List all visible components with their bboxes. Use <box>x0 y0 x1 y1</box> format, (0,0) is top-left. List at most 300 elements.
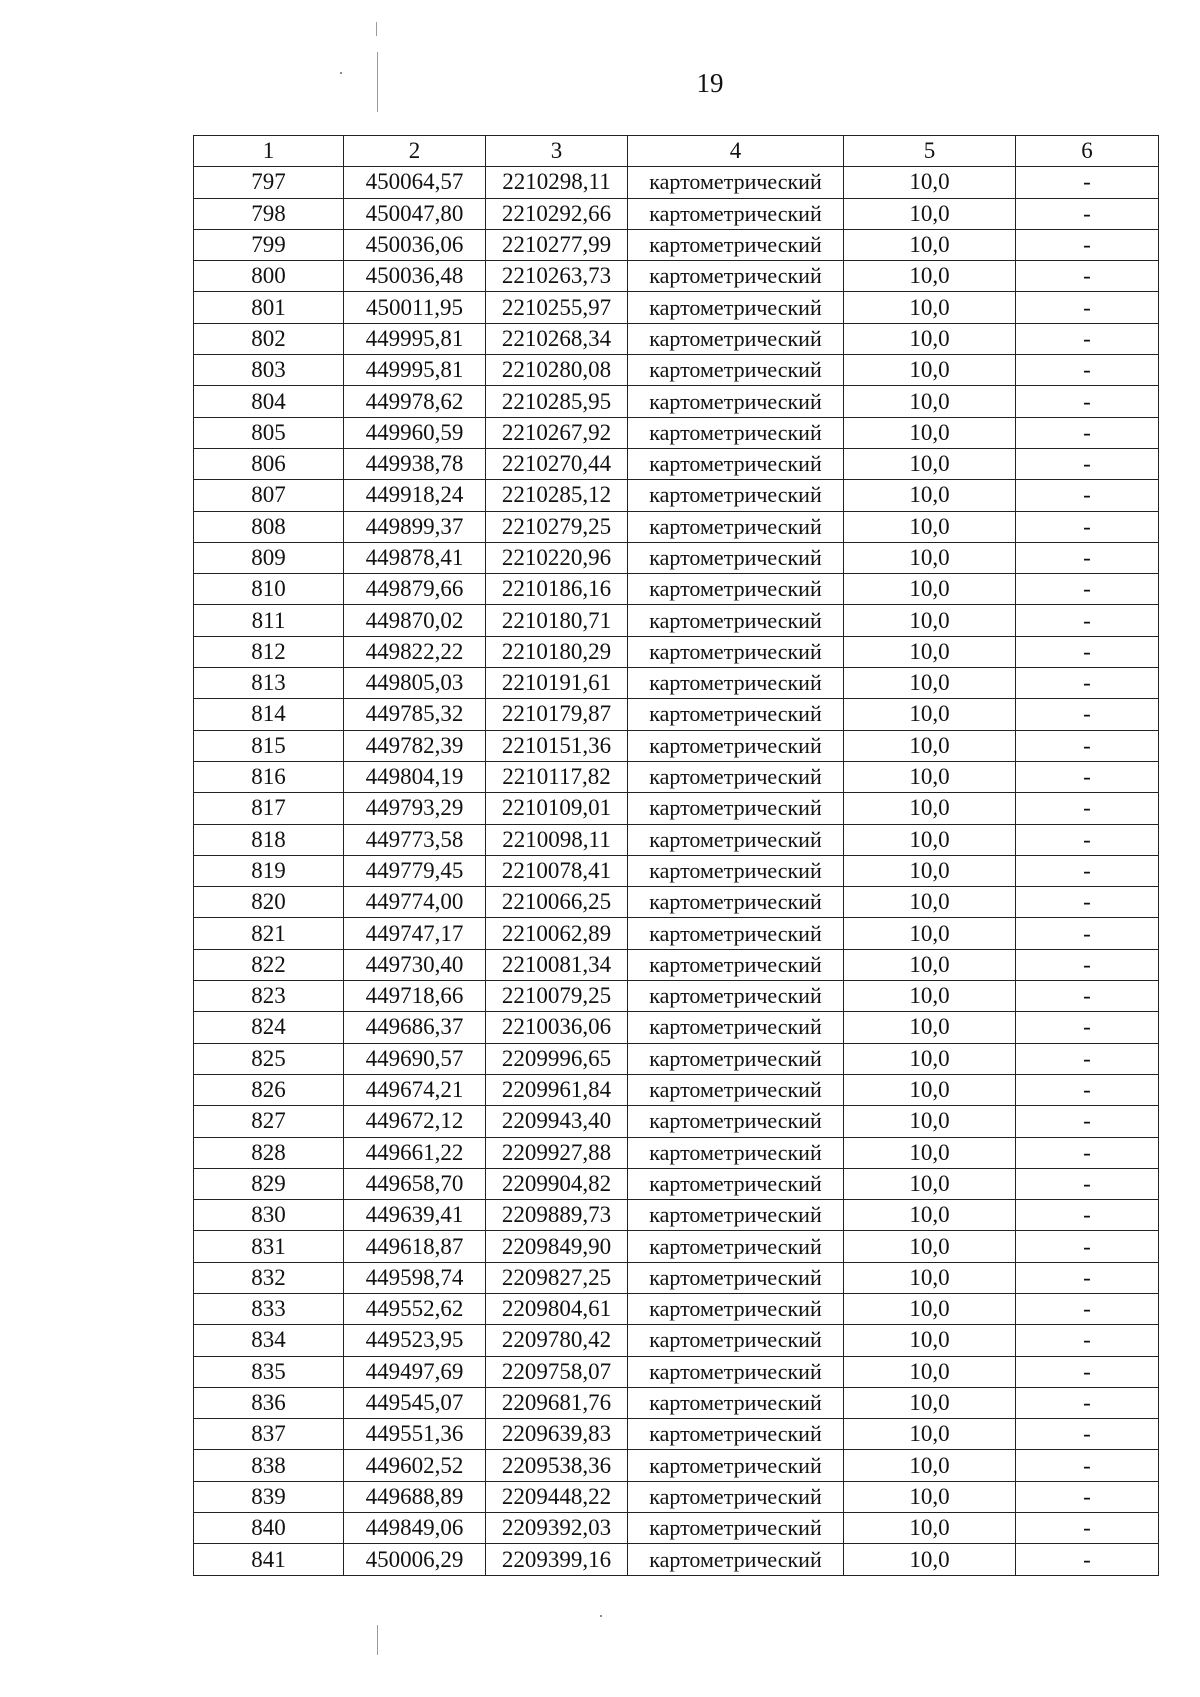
accuracy-cell: 10,0 <box>844 1231 1016 1262</box>
x-coordinate-cell: 449730,40 <box>344 949 486 980</box>
method-cell: картометрический <box>628 855 844 886</box>
table-row <box>194 887 1159 918</box>
y-coordinate-cell: 2209943,40 <box>486 1106 628 1137</box>
point-number-cell: 838 <box>194 1450 344 1481</box>
accuracy-cell: 10,0 <box>844 1293 1016 1324</box>
accuracy-cell: 10,0 <box>844 417 1016 448</box>
x-coordinate-cell: 449690,57 <box>344 1043 486 1074</box>
accuracy-cell: 10,0 <box>844 1387 1016 1418</box>
x-coordinate-cell: 449782,39 <box>344 730 486 761</box>
x-coordinate-cell: 449686,37 <box>344 1012 486 1043</box>
x-coordinate-cell: 449497,69 <box>344 1356 486 1387</box>
table-row <box>194 292 1159 323</box>
column-header: 5 <box>844 136 1016 167</box>
method-cell: картометрический <box>628 292 844 323</box>
y-coordinate-cell: 2210151,36 <box>486 730 628 761</box>
y-coordinate-cell: 2210036,06 <box>486 1012 628 1043</box>
point-number-cell: 828 <box>194 1137 344 1168</box>
y-coordinate-cell: 2210280,08 <box>486 355 628 386</box>
point-number-cell: 812 <box>194 636 344 667</box>
point-number-cell: 831 <box>194 1231 344 1262</box>
note-cell: - <box>1016 1293 1159 1324</box>
note-cell: - <box>1016 261 1159 292</box>
note-cell: - <box>1016 1137 1159 1168</box>
table-row <box>194 511 1159 542</box>
note-cell: - <box>1016 761 1159 792</box>
method-cell: картометрический <box>628 605 844 636</box>
point-number-cell: 798 <box>194 198 344 229</box>
table-row <box>194 480 1159 511</box>
note-cell: - <box>1016 1231 1159 1262</box>
accuracy-cell: 10,0 <box>844 824 1016 855</box>
y-coordinate-cell: 2210277,99 <box>486 229 628 260</box>
note-cell: - <box>1016 417 1159 448</box>
y-coordinate-cell: 2209927,88 <box>486 1137 628 1168</box>
table-row <box>194 1106 1159 1137</box>
accuracy-cell: 10,0 <box>844 761 1016 792</box>
note-cell: - <box>1016 824 1159 855</box>
y-coordinate-cell: 2210180,71 <box>486 605 628 636</box>
accuracy-cell: 10,0 <box>844 480 1016 511</box>
note-cell: - <box>1016 1325 1159 1356</box>
method-cell: картометрический <box>628 261 844 292</box>
method-cell: картометрический <box>628 198 844 229</box>
x-coordinate-cell: 449995,81 <box>344 355 486 386</box>
accuracy-cell: 10,0 <box>844 1450 1016 1481</box>
table-row <box>194 198 1159 229</box>
method-cell: картометрический <box>628 1481 844 1512</box>
y-coordinate-cell: 2210268,34 <box>486 323 628 354</box>
x-coordinate-cell: 449879,66 <box>344 574 486 605</box>
note-cell: - <box>1016 448 1159 479</box>
method-cell: картометрический <box>628 167 844 198</box>
point-number-cell: 833 <box>194 1293 344 1324</box>
accuracy-cell: 10,0 <box>844 448 1016 479</box>
accuracy-cell: 10,0 <box>844 1356 1016 1387</box>
column-header: 1 <box>194 136 344 167</box>
table-row <box>194 699 1159 730</box>
y-coordinate-cell: 2209849,90 <box>486 1231 628 1262</box>
y-coordinate-cell: 2209961,84 <box>486 1074 628 1105</box>
point-number-cell: 801 <box>194 292 344 323</box>
point-number-cell: 814 <box>194 699 344 730</box>
x-coordinate-cell: 449918,24 <box>344 480 486 511</box>
method-cell: картометрический <box>628 323 844 354</box>
table-row <box>194 918 1159 949</box>
table-row <box>194 1544 1159 1575</box>
point-number-cell: 802 <box>194 323 344 354</box>
note-cell: - <box>1016 1419 1159 1450</box>
table-row <box>194 855 1159 886</box>
y-coordinate-cell: 2209804,61 <box>486 1293 628 1324</box>
accuracy-cell: 10,0 <box>844 574 1016 605</box>
point-number-cell: 805 <box>194 417 344 448</box>
y-coordinate-cell: 2210292,66 <box>486 198 628 229</box>
accuracy-cell: 10,0 <box>844 981 1016 1012</box>
point-number-cell: 824 <box>194 1012 344 1043</box>
note-cell: - <box>1016 1481 1159 1512</box>
table-row <box>194 1419 1159 1450</box>
note-cell: - <box>1016 855 1159 886</box>
note-cell: - <box>1016 1387 1159 1418</box>
table-row <box>194 229 1159 260</box>
point-number-cell: 832 <box>194 1262 344 1293</box>
note-cell: - <box>1016 1106 1159 1137</box>
method-cell: картометрический <box>628 1356 844 1387</box>
x-coordinate-cell: 450036,48 <box>344 261 486 292</box>
y-coordinate-cell: 2210180,29 <box>486 636 628 667</box>
method-cell: картометрический <box>628 668 844 699</box>
accuracy-cell: 10,0 <box>844 386 1016 417</box>
accuracy-cell: 10,0 <box>844 1419 1016 1450</box>
table-row <box>194 793 1159 824</box>
method-cell: картометрический <box>628 417 844 448</box>
accuracy-cell: 10,0 <box>844 730 1016 761</box>
accuracy-cell: 10,0 <box>844 1544 1016 1575</box>
point-number-cell: 826 <box>194 1074 344 1105</box>
method-cell: картометрический <box>628 1419 844 1450</box>
method-cell: картометрический <box>628 574 844 605</box>
point-number-cell: 835 <box>194 1356 344 1387</box>
note-cell: - <box>1016 167 1159 198</box>
point-number-cell: 807 <box>194 480 344 511</box>
table-row <box>194 323 1159 354</box>
x-coordinate-cell: 449661,22 <box>344 1137 486 1168</box>
note-cell: - <box>1016 887 1159 918</box>
page-number: 19 <box>696 68 724 98</box>
accuracy-cell: 10,0 <box>844 1262 1016 1293</box>
point-number-cell: 811 <box>194 605 344 636</box>
table-row <box>194 668 1159 699</box>
method-cell: картометрический <box>628 542 844 573</box>
note-cell: - <box>1016 386 1159 417</box>
accuracy-cell: 10,0 <box>844 1325 1016 1356</box>
method-cell: картометрический <box>628 981 844 1012</box>
x-coordinate-cell: 449688,89 <box>344 1481 486 1512</box>
note-cell: - <box>1016 1262 1159 1293</box>
x-coordinate-cell: 449658,70 <box>344 1168 486 1199</box>
note-cell: - <box>1016 292 1159 323</box>
accuracy-cell: 10,0 <box>844 511 1016 542</box>
y-coordinate-cell: 2210298,11 <box>486 167 628 198</box>
method-cell: картометрический <box>628 1043 844 1074</box>
y-coordinate-cell: 2209827,25 <box>486 1262 628 1293</box>
point-number-cell: 817 <box>194 793 344 824</box>
accuracy-cell: 10,0 <box>844 1106 1016 1137</box>
method-cell: картометрический <box>628 355 844 386</box>
method-cell: картометрический <box>628 1012 844 1043</box>
method-cell: картометрический <box>628 1074 844 1105</box>
point-number-cell: 840 <box>194 1513 344 1544</box>
table-row <box>194 1293 1159 1324</box>
x-coordinate-cell: 449995,81 <box>344 323 486 354</box>
y-coordinate-cell: 2210279,25 <box>486 511 628 542</box>
note-cell: - <box>1016 1074 1159 1105</box>
y-coordinate-cell: 2210109,01 <box>486 793 628 824</box>
x-coordinate-cell: 449672,12 <box>344 1106 486 1137</box>
accuracy-cell: 10,0 <box>844 1200 1016 1231</box>
table-row <box>194 542 1159 573</box>
y-coordinate-cell: 2209392,03 <box>486 1513 628 1544</box>
accuracy-cell: 10,0 <box>844 229 1016 260</box>
y-coordinate-cell: 2209780,42 <box>486 1325 628 1356</box>
note-cell: - <box>1016 1513 1159 1544</box>
x-coordinate-cell: 449773,58 <box>344 824 486 855</box>
x-coordinate-cell: 449960,59 <box>344 417 486 448</box>
accuracy-cell: 10,0 <box>844 668 1016 699</box>
method-cell: картометрический <box>628 1231 844 1262</box>
accuracy-cell: 10,0 <box>844 918 1016 949</box>
x-coordinate-cell: 449747,17 <box>344 918 486 949</box>
x-coordinate-cell: 449978,62 <box>344 386 486 417</box>
note-cell: - <box>1016 699 1159 730</box>
y-coordinate-cell: 2209639,83 <box>486 1419 628 1450</box>
table-row <box>194 1450 1159 1481</box>
note-cell: - <box>1016 1012 1159 1043</box>
y-coordinate-cell: 2209996,65 <box>486 1043 628 1074</box>
x-coordinate-cell: 449878,41 <box>344 542 486 573</box>
table-header-row <box>194 136 1159 167</box>
point-number-cell: 816 <box>194 761 344 792</box>
x-coordinate-cell: 449598,74 <box>344 1262 486 1293</box>
method-cell: картометрический <box>628 448 844 479</box>
y-coordinate-cell: 2210285,95 <box>486 386 628 417</box>
note-cell: - <box>1016 605 1159 636</box>
method-cell: картометрический <box>628 1200 844 1231</box>
table-row <box>194 1043 1159 1074</box>
accuracy-cell: 10,0 <box>844 949 1016 980</box>
x-coordinate-cell: 449602,52 <box>344 1450 486 1481</box>
x-coordinate-cell: 450064,57 <box>344 167 486 198</box>
y-coordinate-cell: 2210263,73 <box>486 261 628 292</box>
note-cell: - <box>1016 730 1159 761</box>
method-cell: картометрический <box>628 1450 844 1481</box>
table-row <box>194 761 1159 792</box>
point-number-cell: 827 <box>194 1106 344 1137</box>
table-row <box>194 386 1159 417</box>
point-number-cell: 819 <box>194 855 344 886</box>
point-number-cell: 834 <box>194 1325 344 1356</box>
x-coordinate-cell: 449785,32 <box>344 699 486 730</box>
table-row <box>194 1356 1159 1387</box>
x-coordinate-cell: 449523,95 <box>344 1325 486 1356</box>
note-cell: - <box>1016 636 1159 667</box>
accuracy-cell: 10,0 <box>844 1012 1016 1043</box>
accuracy-cell: 10,0 <box>844 605 1016 636</box>
accuracy-cell: 10,0 <box>844 793 1016 824</box>
accuracy-cell: 10,0 <box>844 636 1016 667</box>
note-cell: - <box>1016 574 1159 605</box>
table-row <box>194 417 1159 448</box>
accuracy-cell: 10,0 <box>844 1137 1016 1168</box>
accuracy-cell: 10,0 <box>844 261 1016 292</box>
y-coordinate-cell: 2209448,22 <box>486 1481 628 1512</box>
method-cell: картометрический <box>628 511 844 542</box>
note-cell: - <box>1016 1043 1159 1074</box>
column-header: 2 <box>344 136 486 167</box>
x-coordinate-cell: 449718,66 <box>344 981 486 1012</box>
scan-artifact-dot <box>600 1615 602 1617</box>
x-coordinate-cell: 449774,00 <box>344 887 486 918</box>
note-cell: - <box>1016 1200 1159 1231</box>
scan-artifact-line <box>377 1625 378 1655</box>
point-number-cell: 825 <box>194 1043 344 1074</box>
y-coordinate-cell: 2210191,61 <box>486 668 628 699</box>
accuracy-cell: 10,0 <box>844 699 1016 730</box>
point-number-cell: 818 <box>194 824 344 855</box>
accuracy-cell: 10,0 <box>844 167 1016 198</box>
note-cell: - <box>1016 1168 1159 1199</box>
scan-artifact-line <box>377 52 378 112</box>
accuracy-cell: 10,0 <box>844 1043 1016 1074</box>
x-coordinate-cell: 449545,07 <box>344 1387 486 1418</box>
table-row <box>194 824 1159 855</box>
table-row <box>194 1325 1159 1356</box>
coordinates-table <box>193 135 1159 1576</box>
table-row <box>194 1168 1159 1199</box>
table-row <box>194 1200 1159 1231</box>
table-row <box>194 1387 1159 1418</box>
x-coordinate-cell: 450006,29 <box>344 1544 486 1575</box>
method-cell: картометрический <box>628 699 844 730</box>
table-row <box>194 355 1159 386</box>
y-coordinate-cell: 2209904,82 <box>486 1168 628 1199</box>
x-coordinate-cell: 449938,78 <box>344 448 486 479</box>
method-cell: картометрический <box>628 824 844 855</box>
y-coordinate-cell: 2210220,96 <box>486 542 628 573</box>
table-row <box>194 574 1159 605</box>
accuracy-cell: 10,0 <box>844 1513 1016 1544</box>
y-coordinate-cell: 2209758,07 <box>486 1356 628 1387</box>
accuracy-cell: 10,0 <box>844 1074 1016 1105</box>
note-cell: - <box>1016 918 1159 949</box>
table-row <box>194 448 1159 479</box>
note-cell: - <box>1016 323 1159 354</box>
point-number-cell: 800 <box>194 261 344 292</box>
accuracy-cell: 10,0 <box>844 1168 1016 1199</box>
y-coordinate-cell: 2210117,82 <box>486 761 628 792</box>
point-number-cell: 822 <box>194 949 344 980</box>
method-cell: картометрический <box>628 636 844 667</box>
x-coordinate-cell: 449793,29 <box>344 793 486 824</box>
scan-artifact-line <box>376 22 377 36</box>
y-coordinate-cell: 2210081,34 <box>486 949 628 980</box>
accuracy-cell: 10,0 <box>844 855 1016 886</box>
y-coordinate-cell: 2209538,36 <box>486 1450 628 1481</box>
table-row <box>194 1513 1159 1544</box>
x-coordinate-cell: 449804,19 <box>344 761 486 792</box>
note-cell: - <box>1016 511 1159 542</box>
point-number-cell: 810 <box>194 574 344 605</box>
point-number-cell: 803 <box>194 355 344 386</box>
table-row <box>194 1012 1159 1043</box>
note-cell: - <box>1016 1544 1159 1575</box>
y-coordinate-cell: 2210285,12 <box>486 480 628 511</box>
method-cell: картометрический <box>628 1325 844 1356</box>
x-coordinate-cell: 449899,37 <box>344 511 486 542</box>
point-number-cell: 797 <box>194 167 344 198</box>
x-coordinate-cell: 449779,45 <box>344 855 486 886</box>
point-number-cell: 809 <box>194 542 344 573</box>
method-cell: картометрический <box>628 793 844 824</box>
method-cell: картометрический <box>628 887 844 918</box>
table-row <box>194 730 1159 761</box>
x-coordinate-cell: 450047,80 <box>344 198 486 229</box>
y-coordinate-cell: 2210098,11 <box>486 824 628 855</box>
note-cell: - <box>1016 981 1159 1012</box>
y-coordinate-cell: 2210078,41 <box>486 855 628 886</box>
point-number-cell: 821 <box>194 918 344 949</box>
accuracy-cell: 10,0 <box>844 292 1016 323</box>
method-cell: картометрический <box>628 1106 844 1137</box>
point-number-cell: 804 <box>194 386 344 417</box>
column-header: 4 <box>628 136 844 167</box>
method-cell: картометрический <box>628 1513 844 1544</box>
method-cell: картометрический <box>628 386 844 417</box>
method-cell: картометрический <box>628 949 844 980</box>
accuracy-cell: 10,0 <box>844 1481 1016 1512</box>
point-number-cell: 836 <box>194 1387 344 1418</box>
x-coordinate-cell: 449805,03 <box>344 668 486 699</box>
note-cell: - <box>1016 1450 1159 1481</box>
method-cell: картометрический <box>628 1262 844 1293</box>
method-cell: картометрический <box>628 229 844 260</box>
method-cell: картометрический <box>628 1293 844 1324</box>
table-row <box>194 261 1159 292</box>
note-cell: - <box>1016 229 1159 260</box>
note-cell: - <box>1016 198 1159 229</box>
y-coordinate-cell: 2209399,16 <box>486 1544 628 1575</box>
column-header: 3 <box>486 136 628 167</box>
point-number-cell: 806 <box>194 448 344 479</box>
y-coordinate-cell: 2210186,16 <box>486 574 628 605</box>
method-cell: картометрический <box>628 1137 844 1168</box>
point-number-cell: 808 <box>194 511 344 542</box>
table-row <box>194 636 1159 667</box>
x-coordinate-cell: 449822,22 <box>344 636 486 667</box>
accuracy-cell: 10,0 <box>844 198 1016 229</box>
y-coordinate-cell: 2210062,89 <box>486 918 628 949</box>
y-coordinate-cell: 2210255,97 <box>486 292 628 323</box>
note-cell: - <box>1016 542 1159 573</box>
method-cell: картометрический <box>628 730 844 761</box>
accuracy-cell: 10,0 <box>844 887 1016 918</box>
note-cell: - <box>1016 355 1159 386</box>
x-coordinate-cell: 449849,06 <box>344 1513 486 1544</box>
point-number-cell: 829 <box>194 1168 344 1199</box>
x-coordinate-cell: 449618,87 <box>344 1231 486 1262</box>
note-cell: - <box>1016 793 1159 824</box>
y-coordinate-cell: 2210079,25 <box>486 981 628 1012</box>
method-cell: картометрический <box>628 1387 844 1418</box>
point-number-cell: 841 <box>194 1544 344 1575</box>
point-number-cell: 830 <box>194 1200 344 1231</box>
x-coordinate-cell: 449552,62 <box>344 1293 486 1324</box>
point-number-cell: 799 <box>194 229 344 260</box>
table-row <box>194 1231 1159 1262</box>
x-coordinate-cell: 449870,02 <box>344 605 486 636</box>
y-coordinate-cell: 2210179,87 <box>486 699 628 730</box>
point-number-cell: 839 <box>194 1481 344 1512</box>
table-row <box>194 981 1159 1012</box>
note-cell: - <box>1016 1356 1159 1387</box>
y-coordinate-cell: 2210267,92 <box>486 417 628 448</box>
point-number-cell: 813 <box>194 668 344 699</box>
y-coordinate-cell: 2209681,76 <box>486 1387 628 1418</box>
table-row <box>194 1481 1159 1512</box>
x-coordinate-cell: 449639,41 <box>344 1200 486 1231</box>
note-cell: - <box>1016 480 1159 511</box>
